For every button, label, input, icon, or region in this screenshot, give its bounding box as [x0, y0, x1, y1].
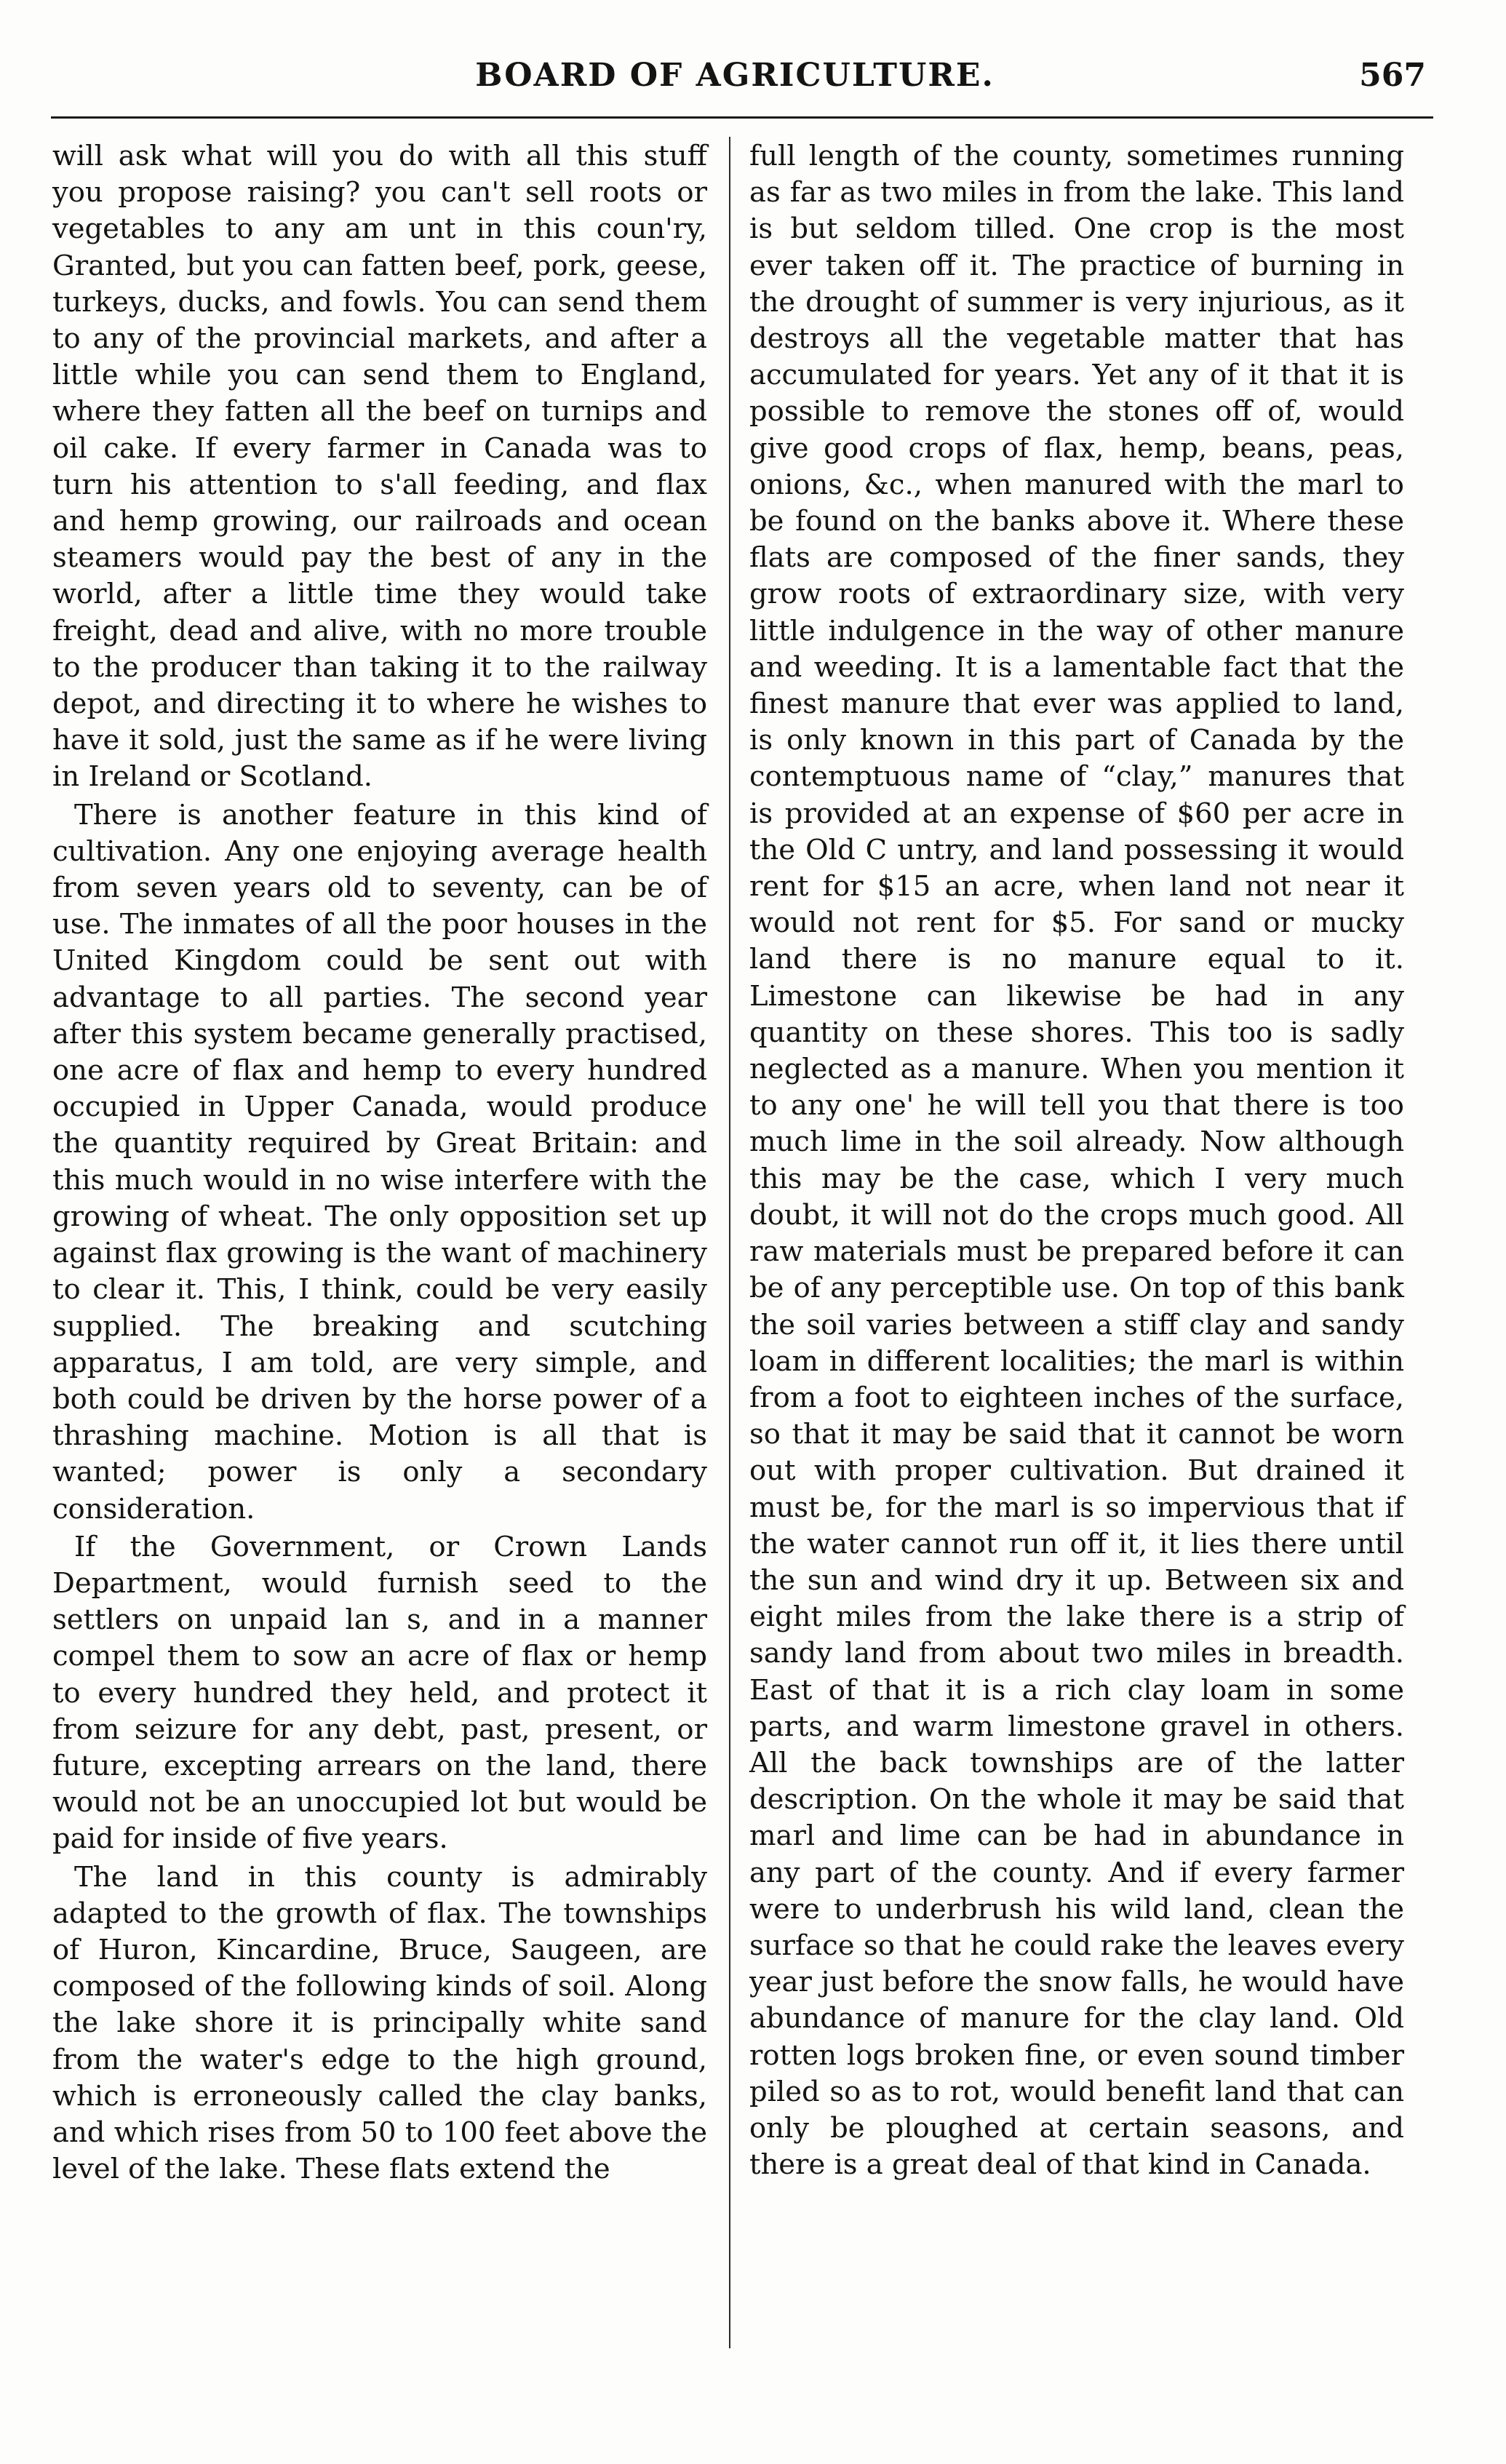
paragraph: The land in this county is admirably adapted to the growth of flax. The townships of Huron, Kincardine, Bruce, Saugeen, are composed of the following kinds of soil. Along the lake shore it is principally white sand from the water's edge to the high ground, which is erroneously called the clay banks, and which rises from 50 to 100 feet above the level of the lake. These flats extend the: [52, 1860, 707, 2186]
running-title: BOARD OF AGRICULTURE.: [475, 57, 995, 94]
column-divider: [729, 137, 730, 2348]
page-number: 567: [1359, 57, 1426, 94]
right-column: [749, 138, 1404, 2183]
header-rule: [51, 116, 1433, 119]
paragraph: There is another feature in this kind of cultivation. Any one enjoying average health from seven years old to seventy, can be of use. The inmates of all the poor houses in the United Kingdom could be sent out with advantage to all parties. The second year after this system became generally practised, one acre of flax and hemp to every hundred occupied in Upper Canada, would produce the quantity required by Great Britain: and this much would in no wise interfere with the growing of wheat. The only opposition set up against flax growing is the want of machinery to clear it. This, I think, could be very easily supplied. The breaking and scutching apparatus, I am told, are very simple, and both could be driven by the horse power of a thrashing machine. Motion is all that is wanted; power is only a secondary consideration.: [52, 798, 707, 1526]
paragraph: If the Government, or Crown Lands Department, would furnish seed to the settlers on unpaid lan s, and in a manner compel them to sow an acre of flax or hemp to every hundred they held, and protect it from seizure for any debt, past, present, or future, excepting arrears on the land, there would not be an unoccupied lot but would be paid for inside of five years.: [52, 1530, 707, 1856]
page-header: [44, 57, 1426, 115]
paragraph: will ask what will you do with all this stuff you propose raising? you can't sell roots or vegetables to any am unt in this coun'ry, Granted, but you can fatten beef, pork, geese, turkeys, ducks, and fowls. You can send them to any of the provincial markets, and after a little while you can send them to England, where they fatten all the beef on turnips and oil cake. If every farmer in Canada was to turn his attention to s'all feeding, and flax and hemp growing, our railroads and ocean steamers would pay the best of any in the world, after a little time they would take freight, dead and alive, with no more trouble to the producer than taking it to the railway depot, and directing it to where he wishes to have it sold, just the same as if he were living in Ireland or Scotland.: [52, 140, 707, 794]
left-column: [52, 138, 707, 2188]
paragraph: full length of the county, sometimes running as far as two miles in from the lake. This land is but seldom tilled. One crop is the most ever taken off it. The practice of burning in the drought of summer is very injurious, as it destroys all the vegetable matter that has accumulated for years. Yet any of it that it is possible to remove the stones off of, would give good crops of flax, hemp, beans, peas, onions, &c., when manured with the marl to be found on the banks above it. Where these flats are composed of the finer sands, they grow roots of extraordinary size, with very little indulgence in the way of other manure and weeding. It is a lamentable fact that the finest manure that ever was applied to land, is only known in this part of Canada by the contemptuous name of “clay,” manures that is provided at an expense of $60 per acre in the Old C untry, and land possessing it would rent for $15 an acre, when land not near it would not rent for $5. For sand or mucky land there is no manure equal to it. Limestone can likewise be had in any quantity on these shores. This too is sadly neglected as a manure. When you mention it to any one' he will tell you that there is too much lime in the soil already. Now although this may be the case, which I very much doubt, it will not do the crops much good. All raw materials must be prepared before it can be of any perceptible use. On top of this bank the soil varies between a stiff clay and sandy loam in different localities; the marl is within from a foot to eighteen inches of the surface, so that it may be said that it cannot be worn out with proper cultivation. But drained it must be, for the marl is so impervious that if the water cannot run off it, it lies there until the sun and wind dry it up. Between six and eight miles from the lake there is a strip of sandy land from about two miles in breadth. East of that it is a rich clay loam in some parts, and warm limestone gravel in others. All the back townships are of the latter description. On the whole it may be said that marl and lime can be had in abundance in any part of the county. And if every farmer were to underbrush his wild land, clean the surface so that he could rake the leaves every year just before the snow falls, he would have abundance of manure for the clay land. Old rotten logs broken fine, or even sound timber piled so as to rot, would benefit land that can only be ploughed at certain seasons, and there is a great deal of that kind in Canada.: [749, 140, 1404, 2182]
